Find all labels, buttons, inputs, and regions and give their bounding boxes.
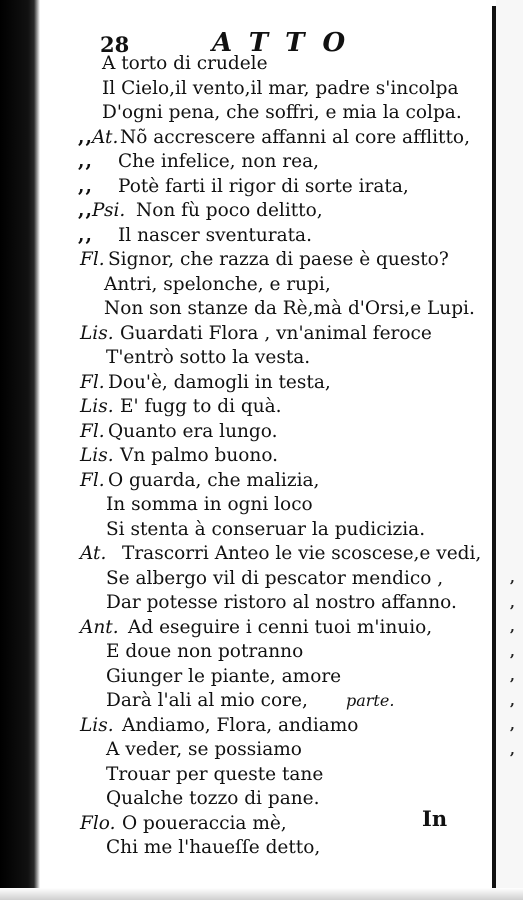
quotation-marker: ,, xyxy=(78,175,93,197)
facing-page-quote-mark: , xyxy=(510,594,515,611)
verse-text: Che infelice, non rea, xyxy=(118,151,319,172)
text-line xyxy=(0,395,490,420)
quotation-marker: ,, xyxy=(78,126,93,148)
facing-page-quote-mark: , xyxy=(510,692,515,709)
text-line xyxy=(0,787,490,812)
facing-page-quote-mark: , xyxy=(510,619,515,635)
page-bottom-shadow xyxy=(0,888,523,900)
speaker-label: Fl. xyxy=(80,469,105,491)
verse-text: Chi me l'haueſſe detto, xyxy=(106,837,321,858)
text-line xyxy=(0,52,490,77)
verse-text: Il nascer sventurata. xyxy=(118,224,312,246)
text-line xyxy=(0,518,490,543)
speaker-label: At. xyxy=(80,543,107,564)
text-body xyxy=(0,52,490,861)
verse-text: Antri, spelonche, e rupi, xyxy=(104,273,331,295)
text-line xyxy=(0,297,490,322)
quotation-marker: ,, xyxy=(78,151,93,172)
running-head: ATTO xyxy=(212,28,364,58)
facing-page-quote-mark: , xyxy=(510,570,515,586)
verse-text: Potè farti il rigor di sorte irata, xyxy=(118,175,409,197)
verse-text: Si stenta à conseruar la pudicizia. xyxy=(106,518,426,540)
facing-page-quote-mark: , xyxy=(510,741,515,758)
text-line xyxy=(0,420,490,445)
text-line xyxy=(0,591,490,616)
verse-text: Ad eseguire i cenni tuoi m'inuio, xyxy=(128,616,433,638)
verse-text: Il Cielo,il vento,il mar, padre s'incolpa xyxy=(102,77,459,99)
text-line xyxy=(0,444,490,469)
verse-text: E' fugg to di quà. xyxy=(120,396,282,417)
speaker-label: Psi. xyxy=(92,200,126,221)
verse-text: Giunger le piante, amore xyxy=(106,665,342,687)
text-line xyxy=(0,763,490,788)
text-line xyxy=(0,77,490,102)
text-line xyxy=(0,640,490,665)
verse-text: Nõ accrescere affanni al core afflitto, xyxy=(120,126,470,148)
verse-text: D'ogni pena, che soffri, e mia la colpa. xyxy=(102,102,462,123)
text-line xyxy=(0,150,490,175)
text-line xyxy=(0,469,490,494)
verse-text: E doue non potranno xyxy=(106,641,304,662)
verse-text: Signor, che razza di paese è questo? xyxy=(108,249,449,270)
verse-text: Trouar per queste tane xyxy=(106,763,324,785)
speaker-label: Fl. xyxy=(80,249,105,270)
speaker-label: Fl. xyxy=(80,371,105,393)
speaker-label: Fl. xyxy=(80,420,105,442)
facing-page-quote-mark: , xyxy=(510,717,515,733)
text-line xyxy=(0,248,490,273)
text-line xyxy=(0,273,490,298)
text-line xyxy=(0,175,490,200)
text-line xyxy=(0,738,490,763)
verse-text: Guardati Flora , vn'animal feroce xyxy=(120,322,432,344)
verse-text: Darà l'ali al mio core, xyxy=(106,690,308,711)
text-line xyxy=(0,812,490,837)
verse-text: Dou'è, damogli in testa, xyxy=(108,371,331,393)
speaker-label: Flo. xyxy=(80,812,116,834)
text-line xyxy=(0,346,490,371)
text-line xyxy=(0,542,490,567)
verse-text: T'entrò sotto la vesta. xyxy=(106,347,311,368)
speaker-label: At. xyxy=(92,126,119,148)
verse-text: Dar potesse ristoro al nostro affanno. xyxy=(106,592,457,613)
verse-text: Trascorri Anteo le vie scoscese,e vedi, xyxy=(122,543,482,564)
text-line xyxy=(0,371,490,396)
speaker-label: Lis. xyxy=(80,714,114,736)
text-line xyxy=(0,126,490,151)
text-line xyxy=(0,322,490,347)
verse-text: O guarda, che malizia, xyxy=(108,469,320,491)
text-line xyxy=(0,616,490,641)
text-line xyxy=(0,224,490,249)
page-number: 28 xyxy=(100,32,130,57)
next-page-sliver xyxy=(496,0,523,900)
text-line xyxy=(0,665,490,690)
verse-text: Qualche tozzo di pane. xyxy=(106,788,320,809)
text-line xyxy=(0,493,490,518)
facing-page-quote-mark: , xyxy=(510,668,515,684)
verse-text: Non son stanze da Rè,mà d'Orsi,e Lupi. xyxy=(104,298,475,319)
text-line xyxy=(0,836,490,861)
facing-page-quote-mark: , xyxy=(510,643,515,660)
speaker-label: Lis. xyxy=(80,322,114,344)
quotation-marker: ,, xyxy=(78,224,93,246)
verse-text: A torto di crudele xyxy=(102,53,268,74)
speaker-label: Ant. xyxy=(80,616,119,638)
text-line xyxy=(0,199,490,224)
verse-text: A veder, se possiamo xyxy=(106,739,302,760)
speaker-label: Lis. xyxy=(80,396,114,417)
text-line xyxy=(0,689,490,714)
verse-text: Andiamo, Flora, andiamo xyxy=(122,714,359,736)
text-line xyxy=(0,101,490,126)
verse-text: Quanto era lungo. xyxy=(108,420,278,442)
quotation-marker: ,, xyxy=(78,200,93,221)
text-line xyxy=(0,714,490,739)
page-edge-line xyxy=(492,6,496,896)
verse-text: O poueraccia mè, xyxy=(122,812,287,834)
catchword: In xyxy=(422,806,448,831)
stage-direction: parte. xyxy=(346,691,395,710)
verse-text: Non fù poco delitto, xyxy=(136,200,323,221)
speaker-label: Lis. xyxy=(80,445,114,466)
verse-text: In somma in ogni loco xyxy=(106,494,313,515)
verse-text: Se albergo vil di pescator mendico , xyxy=(106,567,444,589)
text-line xyxy=(0,567,490,592)
verse-text: Vn palmo buono. xyxy=(120,445,279,466)
